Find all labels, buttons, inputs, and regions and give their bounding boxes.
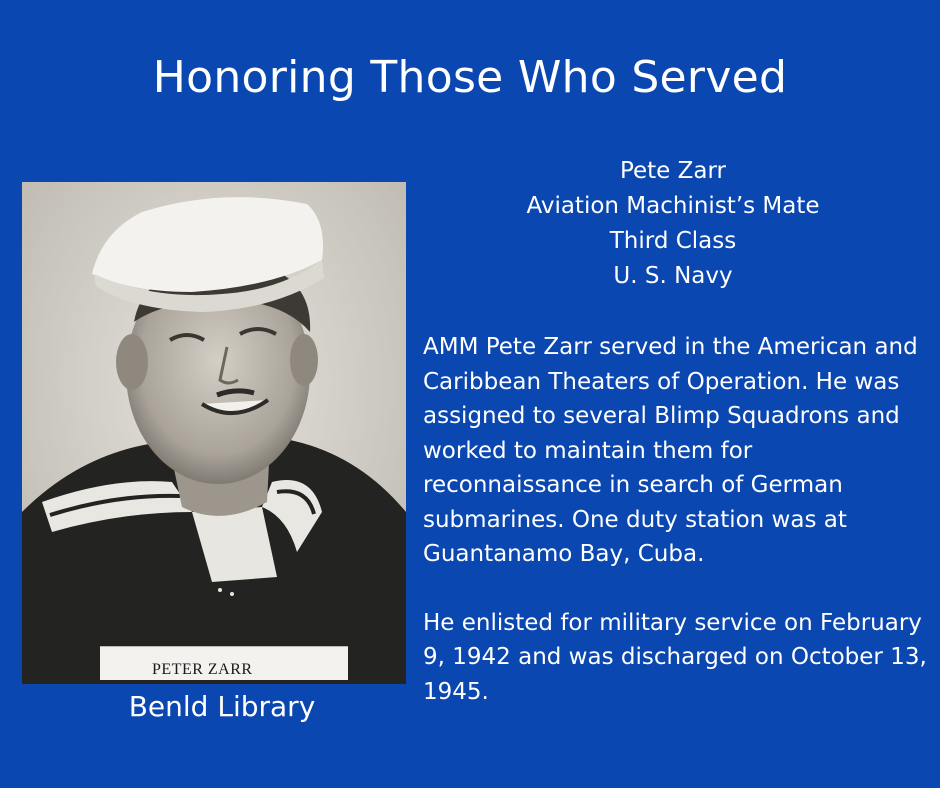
bio-header [440, 154, 906, 294]
bio-rank-line1: Aviation Machinist’s Mate [526, 193, 820, 219]
bio-paragraph-enlistment: He enlisted for military service on February 9, 1942 and was discharged on October 13, 1945. [423, 609, 927, 705]
page-title: Honoring Those Who Served [152, 52, 788, 103]
portrait-photo [22, 182, 406, 684]
sailor-portrait-icon [22, 182, 406, 684]
photo-credit: Benld Library [128, 690, 316, 723]
bio-paragraph-service: AMM Pete Zarr served in the American and Caribbean Theaters of Operation. He was assigned to several Blimp Squadrons and worked to maintain them for reconnaissance in search of German submarines. One duty station was at Guantanamo Bay, Cuba. [423, 334, 918, 567]
bio-branch: U. S. Navy [613, 263, 733, 289]
photo-name-strip: PETER ZARR [100, 646, 348, 680]
bio-rank-line2: Third Class [609, 228, 737, 254]
bio-name: Pete Zarr [619, 158, 727, 184]
bio-body [423, 330, 933, 709]
